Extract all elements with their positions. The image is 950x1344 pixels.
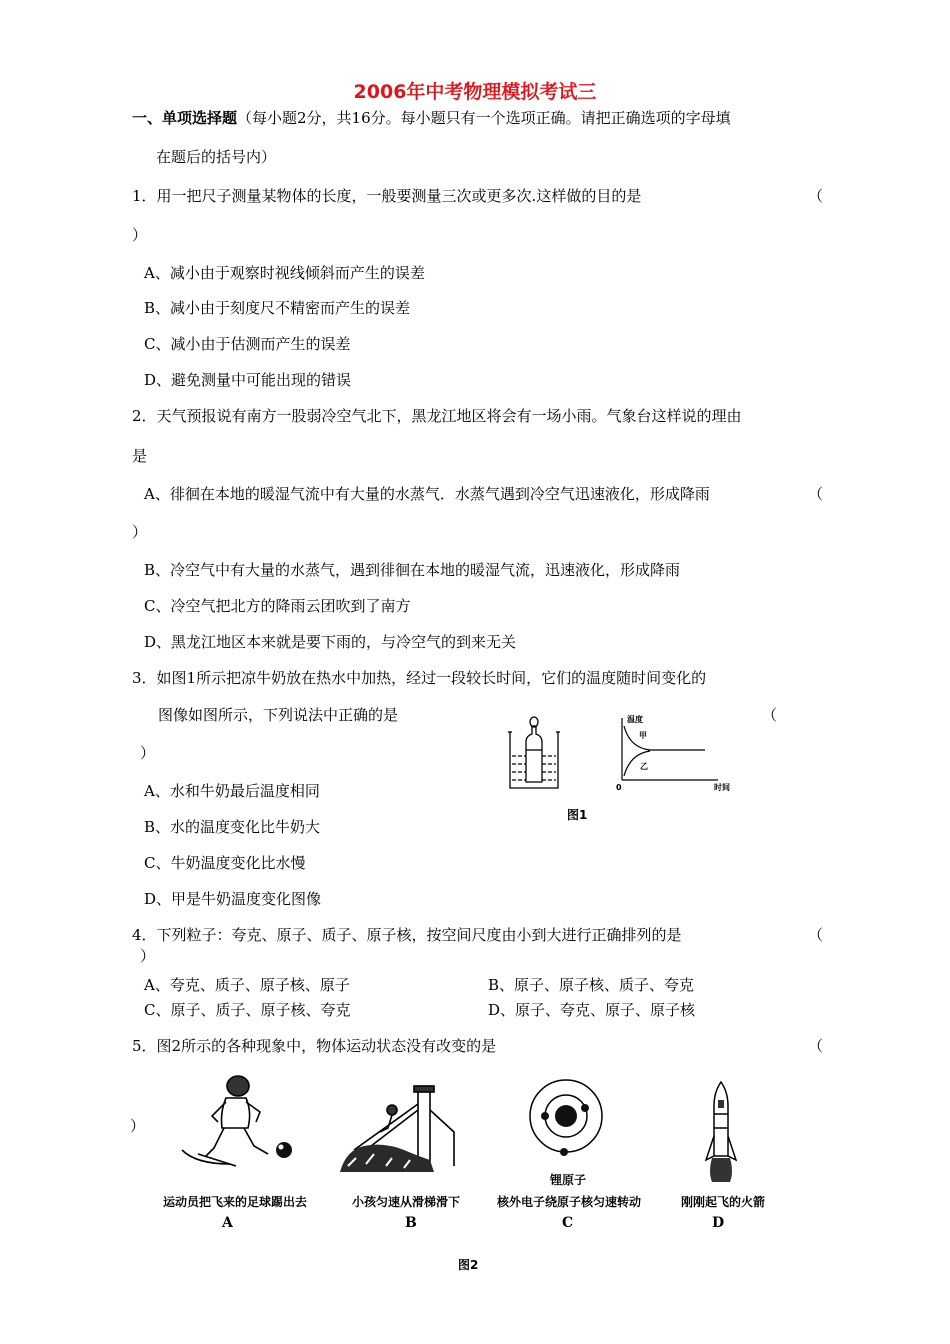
q2-option-d: D、黑龙江地区本来就是要下雨的，与冷空气的到来无关 [144,633,517,651]
q1-paren-close: ） [132,226,148,244]
rocket-icon [698,1080,744,1184]
q3-option-a: A、水和牛奶最后温度相同 [144,782,320,800]
q3-option-d: D、甲是牛奶温度变化图像 [144,890,322,908]
section-heading: 一、单项选择题 [132,109,238,127]
q4-option-c: C、原子、质子、原子核、夸克 [144,1001,351,1019]
q2-option-c: C、冷空气把北方的降雨云团吹到了南方 [144,597,411,615]
q2-option-a: A、徘徊在本地的暖湿气流中有大量的水蒸气．水蒸气遇到冷空气迅速液化，形成降雨 [144,485,710,503]
beaker-with-milk-bottle-icon [508,717,560,788]
q4-option-d: D、原子、夸克、原子、原子核 [488,1001,696,1019]
q3-paren-close: ） [140,744,156,762]
figure1 [500,712,740,804]
lithium-atom-icon [524,1076,608,1168]
q1-stem: 1．用一把尺子测量某物体的长度，一般要测量三次或更多次.这样做的目的是 [132,187,642,205]
q5-stem: 5．图2所示的各种现象中，物体运动状态没有改变的是 [132,1037,497,1055]
panel-a-caption: 运动员把飞来的足球踢出去 [163,1195,308,1209]
fig1-y-axis-label: 温度 [627,715,643,724]
q4-option-b: B、原子、原子核、质子、夸克 [488,976,695,994]
fig1-curve2-label: 乙 [640,762,648,771]
q2-paren-close: ） [132,523,148,541]
curve-jia [624,726,705,750]
q4-paren-close: ） [140,947,156,965]
page-title: 2006年中考物理模拟考试三 [353,81,597,103]
q2-option-b: B、冷空气中有大量的水蒸气，遇到徘徊在本地的暖湿气流，迅速液化，形成降雨 [144,561,681,579]
footballer-kicking-icon [176,1072,302,1172]
q2-paren-open: （ [808,485,824,503]
q1-option-b: B、减小由于刻度尺不精密而产生的误差 [144,299,411,317]
q3-stem-line1: 3．如图1所示把凉牛奶放在热水中加热，经过一段较长时间，它们的温度随时间变化的 [132,669,707,687]
q4-option-a: A、夸克、质子、原子核、原子 [144,976,350,994]
q4-stem: 4．下列粒子：夸克、原子、质子、原子核，按空间尺度由小到大进行正确排列的是 [132,926,682,944]
q4-paren-open: （ [808,926,824,944]
panel-b-caption: 小孩匀速从滑梯滑下 [352,1195,461,1209]
child-on-slide-icon [334,1080,460,1174]
fig1-origin-label: 0 [616,783,622,792]
q3-option-c: C、牛奶温度变化比水慢 [144,854,306,872]
q2-stem-line1: 2．天气预报说有南方一股弱冷空气北下，黑龙江地区将会有一场小雨。气象台这样说的理由 [132,407,742,425]
section-note-line2: 在题后的括号内） [156,148,277,166]
panel-d-letter: D [712,1215,725,1231]
section-heading-line [132,108,731,128]
panel-c-letter: C [562,1215,574,1231]
panel-c-caption: 核外电子绕原子核匀速转动 [497,1195,642,1209]
q5-paren-close: ） [130,1117,146,1135]
q1-option-a: A、减小由于观察时视线倾斜而产生的误差 [144,264,425,282]
panel-b-letter: B [405,1215,417,1231]
figure2-caption: 图2 [458,1258,479,1272]
q3-stem-line2: 图像如图所示，下列说法中正确的是 [158,706,399,724]
temperature-time-graph [622,718,718,780]
figure1-caption: 图1 [567,808,588,822]
q1-option-d: D、避免测量中可能出现的错误 [144,371,352,389]
q1-paren-open: （ [808,187,824,205]
fig1-curve1-label: 甲 [639,731,647,740]
q3-paren-open: （ [762,706,778,724]
panel-a-letter: A [222,1215,233,1231]
section-note-line1: （每小题2分，共16分。每小题只有一个选项正确。请把正确选项的字母填 [237,109,731,127]
fig1-x-axis-label: 时间 [714,783,730,792]
q3-option-b: B、水的温度变化比牛奶大 [144,818,321,836]
q2-stem-line2: 是 [132,447,148,465]
q5-paren-open: （ [808,1037,824,1055]
q1-option-c: C、减小由于估测而产生的误差 [144,335,351,353]
panel-d-caption: 刚刚起飞的火箭 [681,1195,766,1209]
atom-label: 锂原子 [550,1173,587,1187]
